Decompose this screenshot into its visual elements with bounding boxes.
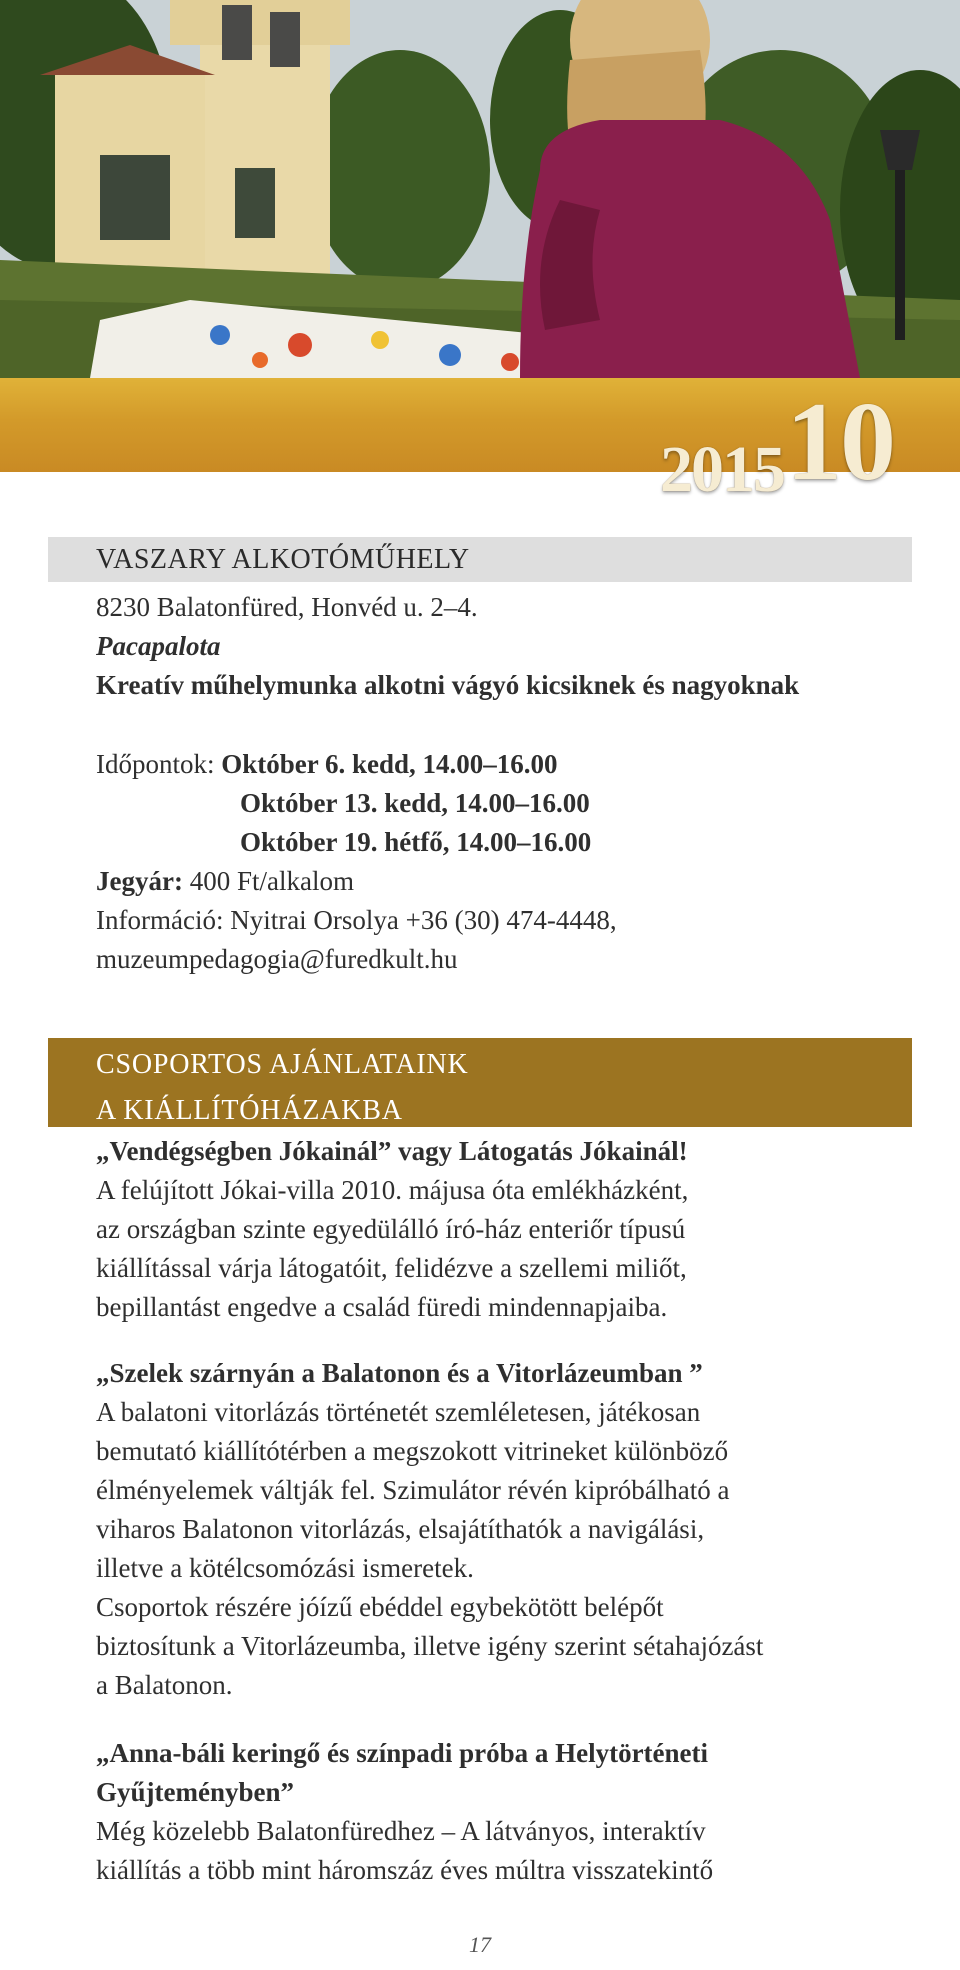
offer-3-title-line-2: Gyűjteményben” <box>96 1777 294 1807</box>
section-title: VASZARY ALKOTÓMŰHELY <box>96 544 470 575</box>
offer-3-line: Még közelebb Balatonfüredhez – A látványos, interaktív <box>96 1816 706 1846</box>
price-row <box>96 866 354 897</box>
price-label: Jegyár: <box>96 866 183 896</box>
offer-1-line: kiállítással várja látogatóit, felidézve a szellemi miliőt, <box>96 1253 687 1283</box>
offer-3-title-line-1: „Anna-báli keringő és színpadi próba a Helytörténeti <box>96 1738 709 1768</box>
offer-2-line: Csoportok részére jóízű ebéddel egybekötött belépőt <box>96 1592 664 1622</box>
offer-2-line: a Balatonon. <box>96 1670 233 1700</box>
section-title-line-2: A KIÁLLÍTÓHÁZAKBA <box>96 1095 403 1126</box>
email: muzeumpedagogia@furedkult.hu <box>96 944 458 974</box>
header-photo <box>0 0 960 378</box>
offer-1-line: A felújított Jókai-villa 2010. májusa óta emlékházként, <box>96 1175 689 1205</box>
dates-row-1 <box>96 749 558 780</box>
offer-1-line: bepillantást engedve a család füredi mindennapjaiba. <box>96 1292 668 1322</box>
dates-label: Időpontok: <box>96 749 222 779</box>
page-number: 17 <box>469 1932 491 1957</box>
offer-1-line: az országban szinte egyedülálló író-ház enteriőr típusú <box>96 1214 686 1244</box>
program-subtitle: Kreatív műhelymunka alkotni vágyó kicsiknek és nagyoknak <box>96 670 800 700</box>
issue-year-month <box>660 372 894 506</box>
info-line: Információ: Nyitrai Orsolya +36 (30) 474-4448, <box>96 905 617 935</box>
date-3: Október 19. hétfő, 14.00–16.00 <box>240 827 592 857</box>
offer-1-title: „Vendégségben Jókainál” vagy Látogatás Jókainál! <box>96 1136 688 1166</box>
offer-2-line: élményelemek váltják fel. Szimulátor révén kipróbálható a <box>96 1475 730 1505</box>
section-title-line-1: CSOPORTOS AJÁNLATAINK <box>96 1049 469 1080</box>
issue-month: 10 <box>786 380 894 504</box>
date-1: Október 6. kedd, 14.00–16.00 <box>221 749 558 779</box>
offer-2-line: viharos Balatonon vitorlázás, elsajátíthatók a navigálási, <box>96 1514 705 1544</box>
date-2: Október 13. kedd, 14.00–16.00 <box>240 788 590 818</box>
price-value: 400 Ft/alkalom <box>182 866 354 896</box>
issue-year: 2015 <box>660 433 784 506</box>
offer-2-line: A balatoni vitorlázás történetét szemléletesen, játékosan <box>96 1397 701 1427</box>
header-photo-illustration <box>0 0 960 378</box>
offer-3-line: kiállítás a több mint háromszáz éves múltra visszatekintő <box>96 1855 714 1885</box>
offer-2-title: „Szelek szárnyán a Balatonon és a Vitorlázeumban ” <box>96 1358 703 1388</box>
section-title-bar <box>48 537 912 582</box>
offer-2-line: biztosítunk a Vitorlázeumba, illetve igény szerint sétahajózást <box>96 1631 764 1661</box>
address: 8230 Balatonfüred, Honvéd u. 2–4. <box>96 592 478 622</box>
section-title-bar-groups <box>48 1038 912 1127</box>
offer-2-line: bemutató kiállítótérben a megszokott vitrineket különböző <box>96 1436 729 1466</box>
program-title: Pacapalota <box>96 631 221 661</box>
offer-2-line: illetve a kötélcsomózási ismeretek. <box>96 1553 474 1583</box>
